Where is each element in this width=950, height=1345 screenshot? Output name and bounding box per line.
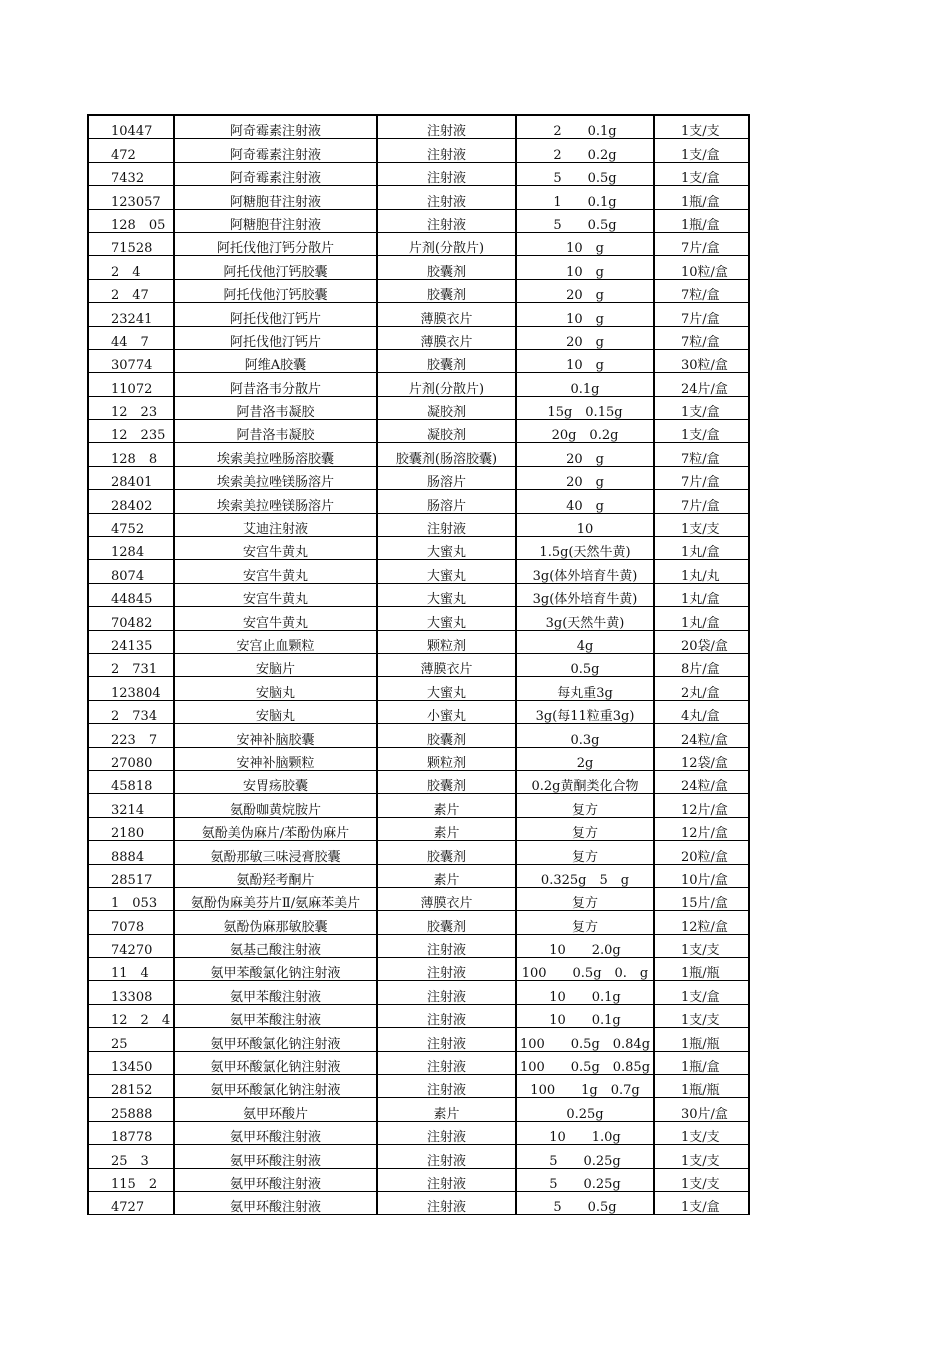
code-cell[interactable]: 13308 [88,981,174,1004]
form-cell[interactable]: 大蜜丸 [377,537,516,560]
spec-cell[interactable]: 3g(体外培育牛黄) [516,583,654,606]
table-row [88,232,749,255]
spec-cell[interactable]: 0.3g [516,724,654,747]
pack-cell[interactable]: 30粒/盒 [654,349,749,372]
pack-cell[interactable]: 12片/盒 [654,794,749,817]
name-cell[interactable]: 阿奇霉素注射液 [174,139,377,162]
table-row [88,1121,749,1144]
name-cell[interactable]: 安宫止血颗粒 [174,630,377,653]
table-row [88,1168,749,1191]
code-cell[interactable]: 28517 [88,864,174,887]
name-cell[interactable]: 安脑丸 [174,677,377,700]
spec-cell[interactable]: 10 g [516,303,654,326]
name-cell[interactable]: 阿昔洛韦凝胶 [174,396,377,419]
pack-cell[interactable]: 7粒/盒 [654,326,749,349]
code-cell[interactable]: 2 4 [88,256,174,279]
name-cell[interactable]: 阿托伐他汀钙分散片 [174,232,377,255]
code-cell[interactable]: 25888 [88,1098,174,1121]
code-cell[interactable]: 10447 [88,115,174,139]
form-cell[interactable]: 肠溶片 [377,466,516,489]
form-cell[interactable]: 胶囊剂 [377,279,516,302]
name-cell[interactable]: 安神补脑颗粒 [174,747,377,770]
table-row [88,1028,749,1051]
table-row [88,1191,749,1214]
code-cell[interactable]: 11 4 [88,958,174,981]
pack-cell[interactable]: 1支/盒 [654,396,749,419]
pack-cell[interactable]: 4丸/盒 [654,700,749,723]
table-row [88,864,749,887]
spec-cell[interactable]: 15g 0.15g [516,396,654,419]
code-cell[interactable]: 27080 [88,747,174,770]
spec-cell[interactable]: 每丸重3g [516,677,654,700]
spec-cell[interactable]: 5 0.5g [516,1191,654,1214]
pack-cell[interactable]: 12袋/盒 [654,747,749,770]
pack-cell[interactable]: 7片/盒 [654,490,749,513]
form-cell[interactable]: 素片 [377,864,516,887]
code-cell[interactable]: 4727 [88,1191,174,1214]
drug-spreadsheet-table [87,114,750,1215]
table-body [88,115,749,1215]
table-row [88,466,749,489]
spec-cell[interactable]: 复方 [516,794,654,817]
spec-cell[interactable]: 5 0.5g [516,162,654,185]
form-cell[interactable]: 注射液 [377,209,516,232]
pack-cell[interactable]: 24粒/盒 [654,724,749,747]
form-cell[interactable]: 胶囊剂 [377,911,516,934]
table-row [88,303,749,326]
form-cell[interactable]: 注射液 [377,981,516,1004]
spec-cell[interactable]: 0.25g [516,1098,654,1121]
pack-cell[interactable]: 1支/支 [654,1145,749,1168]
code-cell[interactable]: 44845 [88,583,174,606]
pack-cell[interactable]: 7粒/盒 [654,443,749,466]
spec-cell[interactable]: 10 0.1g [516,981,654,1004]
table-row [88,326,749,349]
spec-cell[interactable]: 0.2g黄酮类化合物 [516,770,654,793]
spec-cell[interactable]: 10 [516,513,654,536]
code-cell[interactable]: 74270 [88,934,174,957]
spec-cell[interactable]: 4g [516,630,654,653]
pack-cell[interactable]: 1支/支 [654,934,749,957]
form-cell[interactable]: 注射液 [377,934,516,957]
spec-cell[interactable]: 20 g [516,466,654,489]
code-cell[interactable]: 13450 [88,1051,174,1074]
code-cell[interactable]: 128 8 [88,443,174,466]
pack-cell[interactable]: 1瓶/盒 [654,186,749,209]
form-cell[interactable]: 肠溶片 [377,490,516,513]
table-row [88,887,749,910]
pack-cell[interactable]: 1支/支 [654,115,749,139]
pack-cell[interactable]: 1瓶/瓶 [654,1028,749,1051]
form-cell[interactable]: 素片 [377,794,516,817]
name-cell[interactable]: 氨甲环酸氯化钠注射液 [174,1051,377,1074]
spec-cell[interactable]: 2 0.2g [516,139,654,162]
table-row [88,279,749,302]
spec-cell[interactable]: 20 g [516,326,654,349]
form-cell[interactable]: 注射液 [377,162,516,185]
form-cell[interactable]: 注射液 [377,1168,516,1191]
spec-cell[interactable]: 复方 [516,887,654,910]
pack-cell[interactable]: 20袋/盒 [654,630,749,653]
code-cell[interactable]: 18778 [88,1121,174,1144]
table-row [88,794,749,817]
form-cell[interactable]: 注射液 [377,139,516,162]
pack-cell[interactable]: 7粒/盒 [654,279,749,302]
name-cell[interactable]: 埃索美拉唑肠溶胶囊 [174,443,377,466]
form-cell[interactable]: 大蜜丸 [377,560,516,583]
spec-cell[interactable]: 1.5g(天然牛黄) [516,537,654,560]
form-cell[interactable]: 注射液 [377,513,516,536]
spec-cell[interactable]: 10 g [516,256,654,279]
pack-cell[interactable]: 15片/盒 [654,887,749,910]
table-row [88,186,749,209]
form-cell[interactable]: 素片 [377,1098,516,1121]
spec-cell[interactable]: 40 g [516,490,654,513]
spec-cell[interactable]: 10 1.0g [516,1121,654,1144]
name-cell[interactable]: 阿糖胞苷注射液 [174,186,377,209]
name-cell[interactable]: 阿奇霉素注射液 [174,162,377,185]
spec-cell[interactable]: 10 2.0g [516,934,654,957]
name-cell[interactable]: 氨甲苯酸氯化钠注射液 [174,958,377,981]
table-row [88,724,749,747]
pack-cell[interactable]: 30片/盒 [654,1098,749,1121]
form-cell[interactable]: 凝胶剂 [377,396,516,419]
name-cell[interactable]: 安宫牛黄丸 [174,537,377,560]
table-row [88,209,749,232]
form-cell[interactable]: 注射液 [377,1145,516,1168]
pack-cell[interactable]: 2丸/盒 [654,677,749,700]
name-cell[interactable]: 氨甲环酸注射液 [174,1121,377,1144]
code-cell[interactable]: 30774 [88,349,174,372]
table-row [88,490,749,513]
name-cell[interactable]: 阿奇霉素注射液 [174,115,377,139]
pack-cell[interactable]: 1丸/盒 [654,537,749,560]
spec-cell[interactable]: 5 0.25g [516,1145,654,1168]
name-cell[interactable]: 艾迪注射液 [174,513,377,536]
code-cell[interactable]: 7078 [88,911,174,934]
code-cell[interactable]: 2 734 [88,700,174,723]
name-cell[interactable]: 安脑丸 [174,700,377,723]
form-cell[interactable]: 注射液 [377,186,516,209]
table-row [88,537,749,560]
table-row [88,1004,749,1027]
pack-cell[interactable]: 1支/支 [654,513,749,536]
name-cell[interactable]: 阿托伐他汀钙胶囊 [174,279,377,302]
table-row [88,747,749,770]
table-row [88,700,749,723]
table-row [88,513,749,536]
form-cell[interactable]: 薄膜衣片 [377,303,516,326]
form-cell[interactable]: 注射液 [377,1051,516,1074]
code-cell[interactable]: 25 [88,1028,174,1051]
name-cell[interactable]: 埃索美拉唑镁肠溶片 [174,466,377,489]
table-row [88,911,749,934]
name-cell[interactable]: 阿托伐他汀钙胶囊 [174,256,377,279]
form-cell[interactable]: 素片 [377,817,516,840]
spec-cell[interactable]: 2g [516,747,654,770]
name-cell[interactable]: 氨甲环酸片 [174,1098,377,1121]
pack-cell[interactable]: 1支/支 [654,1168,749,1191]
spec-cell[interactable]: 0.1g [516,373,654,396]
pack-cell[interactable]: 24粒/盒 [654,770,749,793]
code-cell[interactable]: 28401 [88,466,174,489]
code-cell[interactable]: 45818 [88,770,174,793]
form-cell[interactable]: 注射液 [377,1191,516,1214]
spec-cell[interactable]: 1 0.1g [516,186,654,209]
code-cell[interactable]: 1284 [88,537,174,560]
form-cell[interactable]: 注射液 [377,1028,516,1051]
name-cell[interactable]: 氨甲环酸注射液 [174,1191,377,1214]
code-cell[interactable]: 8884 [88,841,174,864]
pack-cell[interactable]: 1丸/盒 [654,583,749,606]
code-cell[interactable]: 1 053 [88,887,174,910]
code-cell[interactable]: 2 731 [88,653,174,676]
form-cell[interactable]: 注射液 [377,1004,516,1027]
code-cell[interactable]: 12 235 [88,420,174,443]
form-cell[interactable]: 胶囊剂 [377,770,516,793]
code-cell[interactable]: 8074 [88,560,174,583]
pack-cell[interactable]: 12片/盒 [654,817,749,840]
name-cell[interactable]: 埃索美拉唑镁肠溶片 [174,490,377,513]
table-row [88,958,749,981]
code-cell[interactable]: 115 2 [88,1168,174,1191]
table-row [88,817,749,840]
name-cell[interactable]: 阿糖胞苷注射液 [174,209,377,232]
name-cell[interactable]: 安宫牛黄丸 [174,583,377,606]
table-row [88,139,749,162]
table-row [88,841,749,864]
form-cell[interactable]: 胶囊剂 [377,349,516,372]
table-row [88,373,749,396]
code-cell[interactable]: 2 47 [88,279,174,302]
code-cell[interactable]: 44 7 [88,326,174,349]
name-cell[interactable]: 阿昔洛韦分散片 [174,373,377,396]
name-cell[interactable]: 安宫牛黄丸 [174,607,377,630]
table-row [88,1051,749,1074]
spec-cell[interactable]: 复方 [516,841,654,864]
table-row [88,934,749,957]
code-cell[interactable]: 223 7 [88,724,174,747]
name-cell[interactable]: 安脑片 [174,653,377,676]
pack-cell[interactable]: 1瓶/盒 [654,209,749,232]
name-cell[interactable]: 氨酚伪麻那敏胶囊 [174,911,377,934]
code-cell[interactable]: 472 [88,139,174,162]
pack-cell[interactable]: 1瓶/瓶 [654,958,749,981]
code-cell[interactable]: 12 23 [88,396,174,419]
spec-cell[interactable]: 2 0.1g [516,115,654,139]
spec-cell[interactable]: 100 1g 0.7g [516,1075,654,1098]
pack-cell[interactable]: 1丸/盒 [654,607,749,630]
spec-cell[interactable]: 3g(体外培育牛黄) [516,560,654,583]
code-cell[interactable]: 71528 [88,232,174,255]
spec-cell[interactable]: 复方 [516,817,654,840]
form-cell[interactable]: 片剂(分散片) [377,373,516,396]
table-row [88,1098,749,1121]
spec-cell[interactable]: 0.5g [516,653,654,676]
table-row [88,630,749,653]
code-cell[interactable]: 70482 [88,607,174,630]
form-cell[interactable]: 小蜜丸 [377,700,516,723]
pack-cell[interactable]: 1支/支 [654,1004,749,1027]
code-cell[interactable]: 25 3 [88,1145,174,1168]
name-cell[interactable]: 安神补脑胶囊 [174,724,377,747]
pack-cell[interactable]: 7片/盒 [654,466,749,489]
pack-cell[interactable]: 1支/盒 [654,981,749,1004]
code-cell[interactable]: 7432 [88,162,174,185]
form-cell[interactable]: 注射液 [377,115,516,139]
form-cell[interactable]: 胶囊剂 [377,841,516,864]
code-cell[interactable]: 3214 [88,794,174,817]
form-cell[interactable]: 薄膜衣片 [377,326,516,349]
spec-cell[interactable]: 20 g [516,443,654,466]
table-row [88,607,749,630]
code-cell[interactable]: 2180 [88,817,174,840]
name-cell[interactable]: 氨酚伪麻美芬片Ⅱ/氨麻苯美片 [174,887,377,910]
pack-cell[interactable]: 7片/盒 [654,232,749,255]
table-row [88,770,749,793]
spec-cell[interactable]: 5 0.25g [516,1168,654,1191]
form-cell[interactable]: 片剂(分散片) [377,232,516,255]
spec-cell[interactable]: 100 0.5g 0.85g [516,1051,654,1074]
name-cell[interactable]: 阿维A胶囊 [174,349,377,372]
code-cell[interactable]: 24135 [88,630,174,653]
code-cell[interactable]: 128 05 [88,209,174,232]
code-cell[interactable]: 4752 [88,513,174,536]
name-cell[interactable]: 安胃疡胶囊 [174,770,377,793]
spec-cell[interactable]: 3g(天然牛黄) [516,607,654,630]
spec-cell[interactable]: 0.325g 5 g [516,864,654,887]
pack-cell[interactable]: 1瓶/瓶 [654,1075,749,1098]
form-cell[interactable]: 薄膜衣片 [377,887,516,910]
table-row [88,396,749,419]
pack-cell[interactable]: 1支/盒 [654,162,749,185]
form-cell[interactable]: 胶囊剂 [377,256,516,279]
form-cell[interactable]: 薄膜衣片 [377,653,516,676]
pack-cell[interactable]: 10片/盒 [654,864,749,887]
pack-cell[interactable]: 1支/盒 [654,139,749,162]
table-row [88,677,749,700]
pack-cell[interactable]: 20粒/盒 [654,841,749,864]
form-cell[interactable]: 凝胶剂 [377,420,516,443]
spec-cell[interactable]: 复方 [516,911,654,934]
form-cell[interactable]: 注射液 [377,1121,516,1144]
name-cell[interactable]: 氨酚那敏三味浸膏胶囊 [174,841,377,864]
table-row [88,981,749,1004]
table-row [88,349,749,372]
form-cell[interactable]: 颗粒剂 [377,747,516,770]
spec-cell[interactable]: 100 0.5g 0.84g [516,1028,654,1051]
pack-cell[interactable]: 1支/支 [654,1121,749,1144]
table-row [88,1075,749,1098]
name-cell[interactable]: 氨甲环酸注射液 [174,1168,377,1191]
form-cell[interactable]: 颗粒剂 [377,630,516,653]
code-cell[interactable]: 28402 [88,490,174,513]
pack-cell[interactable]: 7片/盒 [654,303,749,326]
pack-cell[interactable]: 1支/盒 [654,1191,749,1214]
form-cell[interactable]: 大蜜丸 [377,677,516,700]
code-cell[interactable]: 123804 [88,677,174,700]
table-row [88,443,749,466]
code-cell[interactable]: 123057 [88,186,174,209]
pack-cell[interactable]: 1支/盒 [654,420,749,443]
name-cell[interactable]: 阿昔洛韦凝胶 [174,420,377,443]
name-cell[interactable]: 氨酚咖黄烷胺片 [174,794,377,817]
spec-cell[interactable]: 5 0.5g [516,209,654,232]
pack-cell[interactable]: 1瓶/盒 [654,1051,749,1074]
code-cell[interactable]: 28152 [88,1075,174,1098]
form-cell[interactable]: 胶囊剂 [377,724,516,747]
pack-cell[interactable]: 24片/盒 [654,373,749,396]
name-cell[interactable]: 氨甲环酸氯化钠注射液 [174,1028,377,1051]
spec-cell[interactable]: 100 0.5g 0. g [516,958,654,981]
table-row [88,115,749,139]
table-row [88,560,749,583]
name-cell[interactable]: 阿托伐他汀钙片 [174,326,377,349]
table-row [88,583,749,606]
name-cell[interactable]: 氨酚羟考酮片 [174,864,377,887]
name-cell[interactable]: 阿托伐他汀钙片 [174,303,377,326]
spec-cell[interactable]: 3g(每11粒重3g) [516,700,654,723]
spec-cell[interactable]: 10 0.1g [516,1004,654,1027]
table-row [88,256,749,279]
name-cell[interactable]: 氨酚美伪麻片/苯酚伪麻片 [174,817,377,840]
form-cell[interactable]: 大蜜丸 [377,583,516,606]
spec-cell[interactable]: 10 g [516,232,654,255]
pack-cell[interactable]: 1丸/丸 [654,560,749,583]
pack-cell[interactable]: 12粒/盒 [654,911,749,934]
pack-cell[interactable]: 8片/盒 [654,653,749,676]
name-cell[interactable]: 氨甲苯酸注射液 [174,1004,377,1027]
form-cell[interactable]: 胶囊剂(肠溶胶囊) [377,443,516,466]
name-cell[interactable]: 氨甲环酸注射液 [174,1145,377,1168]
name-cell[interactable]: 安宫牛黄丸 [174,560,377,583]
table-row [88,1145,749,1168]
table-row [88,420,749,443]
spec-cell[interactable]: 20g 0.2g [516,420,654,443]
name-cell[interactable]: 氨甲环酸氯化钠注射液 [174,1075,377,1098]
code-cell[interactable]: 11072 [88,373,174,396]
table-row [88,162,749,185]
spec-cell[interactable]: 10 g [516,349,654,372]
name-cell[interactable]: 氨基己酸注射液 [174,934,377,957]
form-cell[interactable]: 大蜜丸 [377,607,516,630]
spec-cell[interactable]: 20 g [516,279,654,302]
form-cell[interactable]: 注射液 [377,958,516,981]
code-cell[interactable]: 12 2 4 [88,1004,174,1027]
code-cell[interactable]: 23241 [88,303,174,326]
name-cell[interactable]: 氨甲苯酸注射液 [174,981,377,1004]
form-cell[interactable]: 注射液 [377,1075,516,1098]
table-row [88,653,749,676]
pack-cell[interactable]: 10粒/盒 [654,256,749,279]
